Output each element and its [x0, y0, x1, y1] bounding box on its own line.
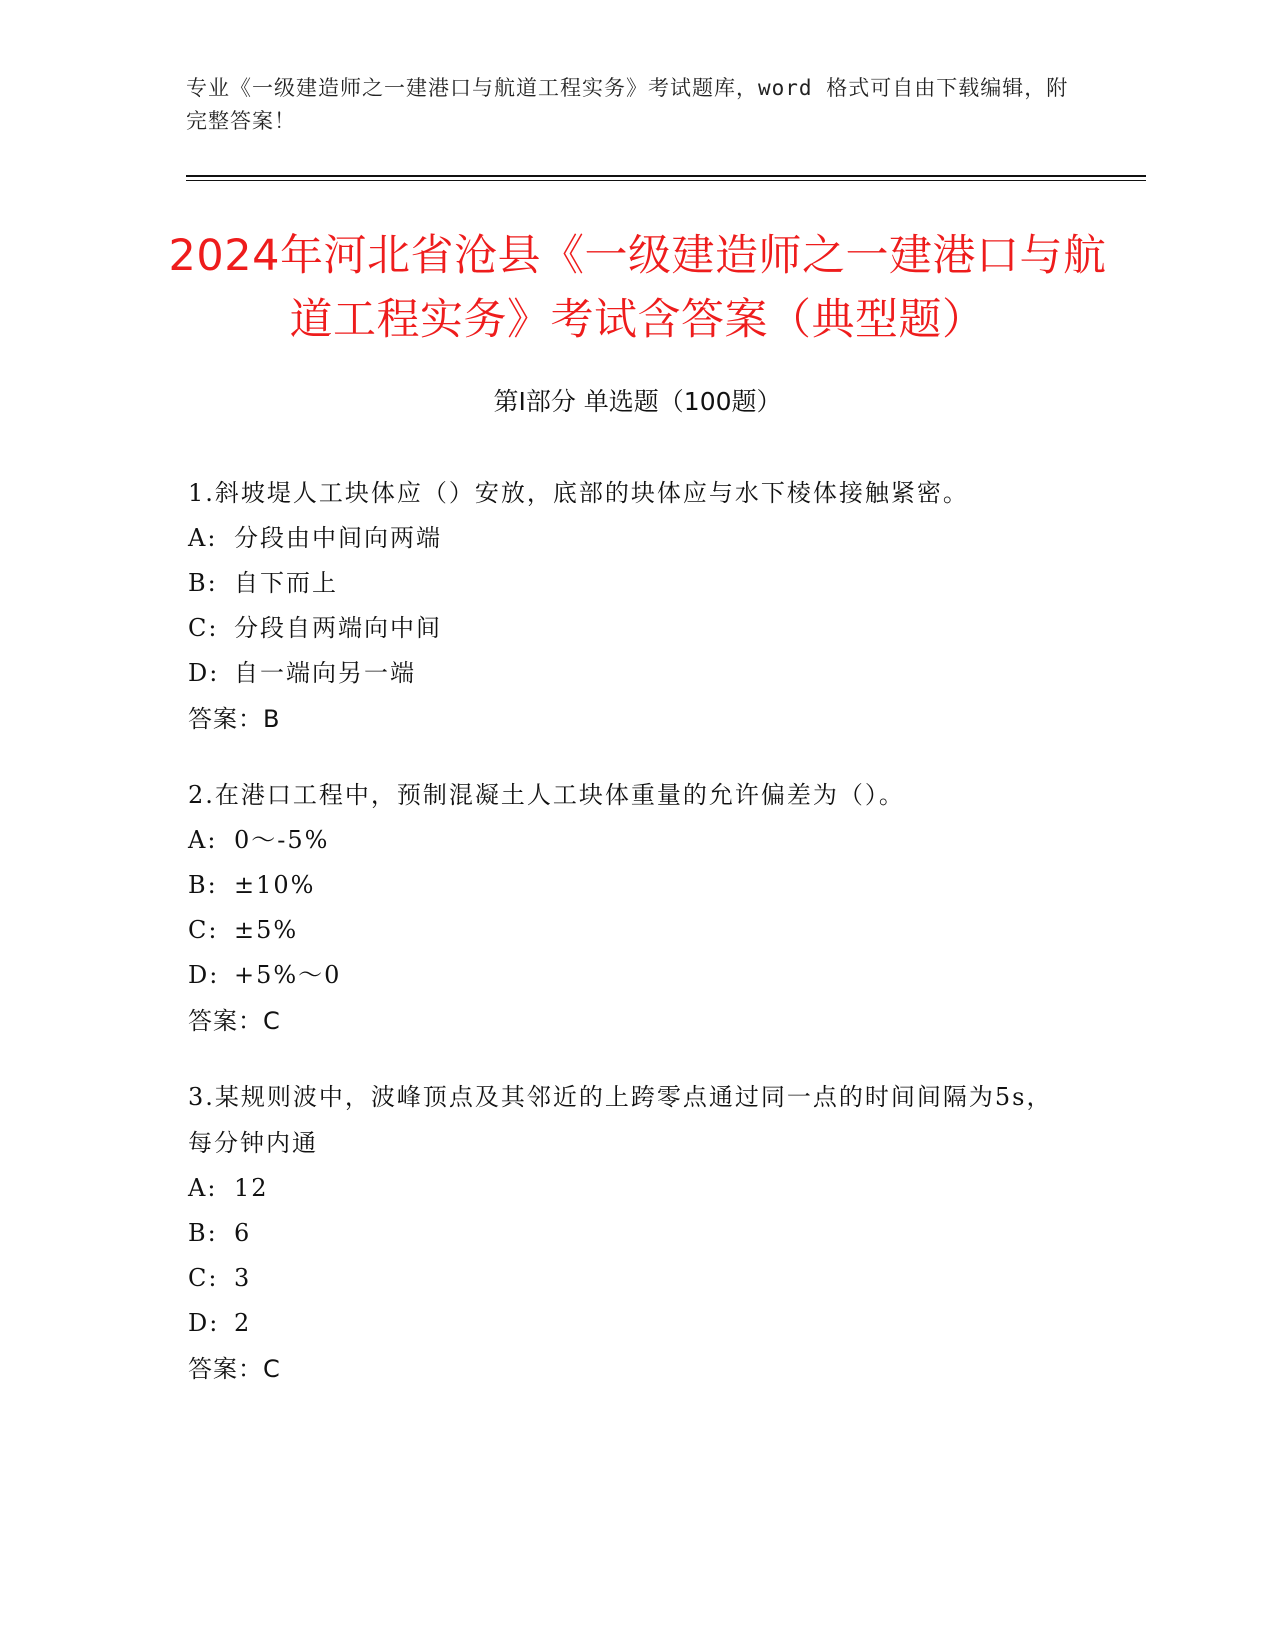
option-b [188, 1211, 1068, 1256]
question-stem: 2.在港口工程中，预制混凝土人工块体重量的允许偏差为（）。 [188, 781, 905, 809]
option-key: B: [188, 1219, 218, 1247]
option-a [188, 1166, 1068, 1211]
header-divider-thin [186, 180, 1146, 181]
option-c [188, 908, 1068, 953]
option-c [188, 1256, 1068, 1301]
option-d [188, 953, 1068, 998]
option-text: 6 [234, 1219, 252, 1247]
option-key: B: [188, 569, 218, 597]
option-key: A: [188, 1174, 218, 1202]
option-text: +5%～0 [234, 961, 342, 989]
option-text: 自下而上 [234, 569, 338, 597]
option-key: C: [188, 614, 219, 642]
question-3 [188, 1074, 1068, 1392]
option-key: C: [188, 1264, 219, 1292]
document-title: 2024年河北省沧县《一级建造师之一建港口与航道工程实务》考试含答案（典型题） [168, 231, 1107, 345]
option-a [188, 516, 1068, 561]
header-note: 专业《一级建造师之一建港口与航道工程实务》考试题库，word 格式可自由下载编辑，附完整答案！ [186, 76, 1069, 133]
option-text: 自一端向另一端 [234, 659, 416, 687]
question-2 [188, 772, 1068, 1044]
header-divider-thick [186, 175, 1146, 177]
option-b [188, 863, 1068, 908]
option-key: D: [188, 1309, 220, 1337]
question-stem: 3.某规则波中，波峰顶点及其邻近的上跨零点通过同一点的时间间隔为5s，每分钟内通 [188, 1083, 1053, 1157]
answer-line: 答案：C [188, 1355, 281, 1383]
option-key: C: [188, 916, 219, 944]
option-a [188, 818, 1068, 863]
option-text: 2 [234, 1309, 252, 1337]
option-text: 0～-5% [234, 826, 330, 854]
question-1 [188, 470, 1068, 742]
option-d [188, 651, 1068, 696]
option-key: A: [188, 826, 218, 854]
option-b [188, 561, 1068, 606]
question-list [188, 470, 1068, 1422]
option-key: D: [188, 659, 220, 687]
question-stem: 1.斜坡堤人工块体应（）安放，底部的块体应与水下棱体接触紧密。 [188, 479, 969, 507]
answer-line: 答案：B [188, 705, 281, 733]
option-text: 3 [234, 1264, 252, 1292]
answer-line: 答案：C [188, 1007, 281, 1035]
option-key: D: [188, 961, 220, 989]
option-text: 分段由中间向两端 [234, 524, 442, 552]
option-key: A: [188, 524, 218, 552]
option-text: ±5% [234, 916, 299, 944]
option-key: B: [188, 871, 218, 899]
option-c [188, 606, 1068, 651]
option-text: ±10% [234, 871, 316, 899]
section-title: 第Ⅰ部分 单选题（100题） [493, 387, 782, 416]
option-text: 分段自两端向中间 [234, 614, 442, 642]
option-d [188, 1301, 1068, 1346]
option-text: 12 [234, 1174, 269, 1202]
